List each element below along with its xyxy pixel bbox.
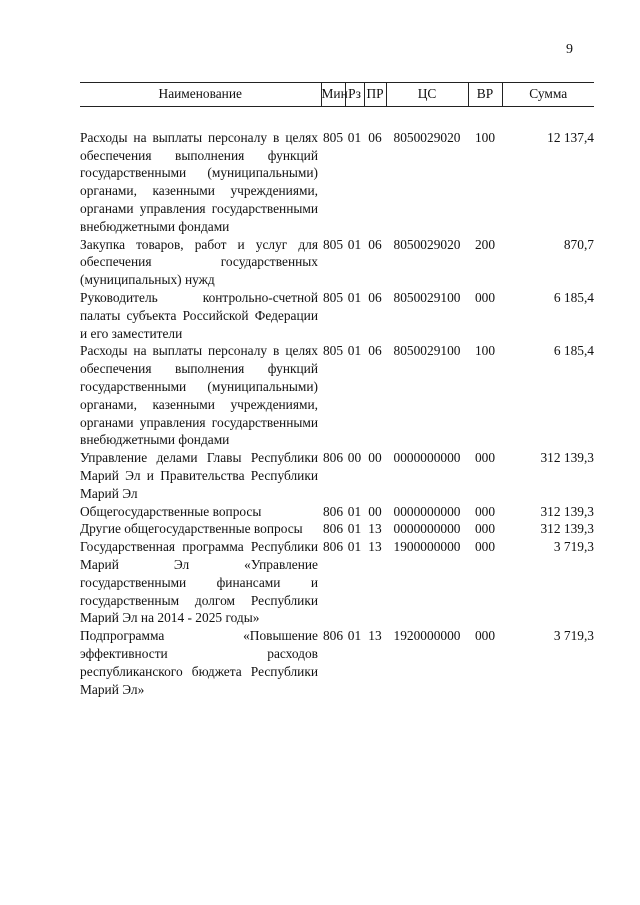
row-cs: 1920000000	[393, 628, 461, 644]
row-cs: 8050029100	[393, 289, 461, 305]
row-min: 805	[322, 289, 344, 305]
row-min: 806	[322, 628, 344, 644]
row-pr: 00	[368, 503, 382, 519]
row-sum: 312 139,3	[540, 521, 594, 537]
table-row	[80, 289, 594, 342]
row-name: Расходы на выплаты персоналу в целях обеспечения выполнения функций государственными (муниципальными) органами, казенными учреждениями, органами управления государственными внебюджетными фондами	[80, 129, 318, 234]
header-rz: Рз	[345, 83, 364, 107]
table-row	[80, 503, 594, 521]
header-name: Наименование	[80, 83, 321, 107]
row-name: Управление делами Главы Республики Марий Эл и Правительства Республики Марий Эл	[80, 450, 318, 501]
row-pr: 06	[368, 289, 382, 305]
row-sum: 312 139,3	[540, 503, 594, 519]
table-row	[80, 449, 594, 502]
table-row	[80, 538, 594, 627]
row-min: 806	[322, 450, 344, 466]
row-rz: 01	[347, 539, 362, 555]
row-sum: 870,7	[563, 236, 594, 252]
row-vr: 200	[474, 236, 496, 252]
header-sum: Сумма	[502, 83, 594, 107]
row-sum: 6 185,4	[553, 343, 594, 359]
row-rz: 00	[347, 450, 362, 466]
table-row	[80, 342, 594, 449]
row-name: Руководитель контрольно-счетной палаты субъекта Российской Федерации и его заместители	[80, 289, 318, 341]
row-pr: 13	[368, 539, 382, 555]
table-row	[80, 129, 594, 236]
row-sum: 3 719,3	[553, 628, 594, 644]
header-pr: ПР	[364, 83, 386, 107]
header-vr: ВР	[468, 83, 502, 107]
row-min: 805	[322, 343, 344, 359]
row-sum: 6 185,4	[553, 289, 594, 305]
row-min: 805	[322, 129, 344, 145]
row-vr: 000	[474, 521, 496, 537]
row-name: Государственная программа Республики Марий Эл «Управление государственными финансами и государственным долгом Республики Марий Эл на 2014 - 2025 годы»	[80, 539, 318, 626]
row-pr: 06	[368, 129, 382, 145]
header-cs: ЦС	[386, 83, 468, 107]
row-vr: 000	[474, 289, 496, 305]
row-vr: 100	[474, 343, 496, 359]
row-min: 805	[322, 236, 344, 252]
row-rz: 01	[347, 129, 362, 145]
row-min: 806	[322, 539, 344, 555]
row-vr: 000	[474, 450, 496, 466]
row-sum: 312 139,3	[540, 450, 594, 466]
row-name: Расходы на выплаты персоналу в целях обеспечения выполнения функций государственными (муниципальными) органами, казенными учреждениями, органами управления государственными внебюджетными фондами	[80, 343, 318, 448]
table-row	[80, 520, 594, 538]
row-pr: 06	[368, 236, 382, 252]
row-rz: 01	[347, 289, 362, 305]
row-rz: 01	[347, 503, 362, 519]
row-vr: 000	[474, 539, 496, 555]
row-sum: 3 719,3	[553, 539, 594, 555]
budget-table	[80, 82, 594, 698]
table-row	[80, 236, 594, 289]
row-pr: 13	[368, 521, 382, 537]
row-name: Другие общегосударственные вопросы	[80, 521, 303, 537]
table-row	[80, 627, 594, 698]
header-min: Мин	[321, 83, 345, 107]
row-rz: 01	[347, 236, 362, 252]
row-rz: 01	[347, 343, 362, 359]
table-header-row	[80, 83, 594, 107]
row-vr: 000	[474, 628, 496, 644]
row-min: 806	[322, 503, 344, 519]
page-number: 9	[566, 42, 573, 57]
row-cs: 8050029020	[393, 236, 461, 252]
row-vr: 100	[474, 129, 496, 145]
row-cs: 0000000000	[393, 450, 461, 466]
row-pr: 00	[368, 450, 382, 466]
row-pr: 13	[368, 628, 382, 644]
row-pr: 06	[368, 343, 382, 359]
header-spacer	[80, 106, 594, 129]
row-sum: 12 137,4	[547, 129, 594, 145]
row-vr: 000	[474, 503, 496, 519]
budget-table-container	[80, 82, 594, 698]
row-name: Закупка товаров, работ и услуг для обеспечения государственных (муниципальных) нужд	[80, 236, 318, 288]
row-rz: 01	[347, 521, 362, 537]
row-cs: 1900000000	[393, 539, 461, 555]
row-cs: 8050029100	[393, 343, 461, 359]
row-cs: 8050029020	[393, 129, 461, 145]
row-rz: 01	[347, 628, 362, 644]
row-cs: 0000000000	[393, 503, 461, 519]
row-name: Подпрограмма «Повышение эффективности расходов республиканского бюджета Республики Марий Эл»	[80, 628, 318, 697]
row-cs: 0000000000	[393, 521, 461, 537]
row-min: 806	[322, 521, 344, 537]
row-name: Общегосударственные вопросы	[80, 503, 262, 519]
